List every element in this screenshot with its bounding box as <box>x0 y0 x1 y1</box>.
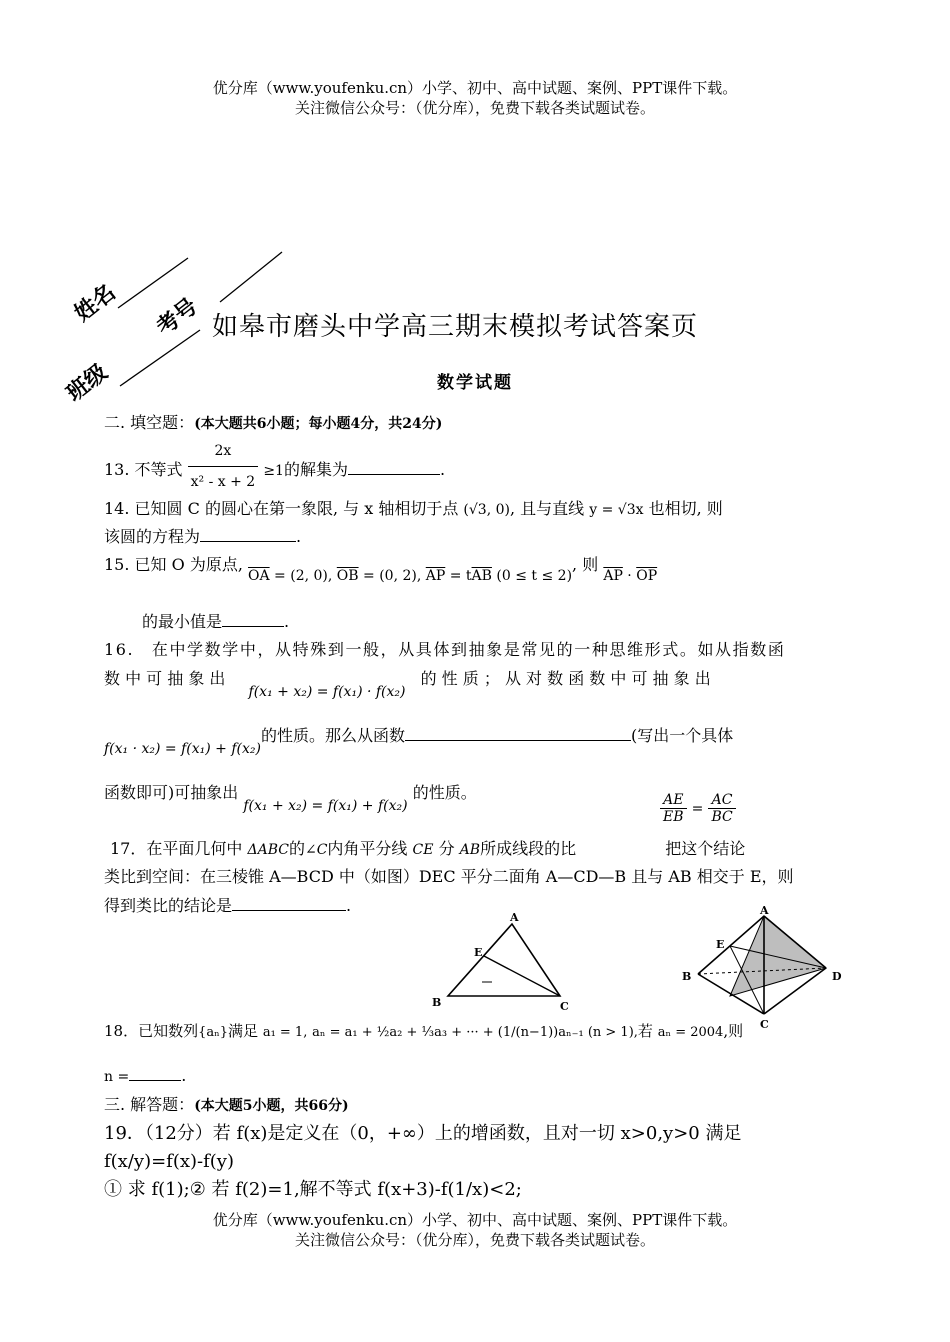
question-19-line-2: f(x/y)=f(x)-f(y) <box>104 1151 234 1172</box>
question-14 <box>104 496 849 523</box>
q18-text-4: ,则 <box>723 1022 744 1040</box>
page-subtitle: 数学试题 <box>437 373 513 393</box>
question-14-cont <box>104 523 849 550</box>
page-title: 如皋市磨头中学高三期末模拟考试答案页 <box>212 312 699 342</box>
q15-range: (0 ≤ t ≤ 2) <box>496 568 573 584</box>
q18-end: . <box>181 1066 187 1085</box>
header-line-1: 优分库（www.youfenku.cn）小学、初中、高中试题、案例、PPT课件下载。 <box>212 79 738 97</box>
q17-line-1f: 把这个结论 <box>665 839 746 858</box>
question-17-line-1 <box>110 836 850 863</box>
q13-end: . <box>439 460 446 479</box>
exam-no-line <box>220 252 282 302</box>
q15-dot-product <box>603 568 657 584</box>
fig2-label-a: A <box>760 906 769 917</box>
question-13 <box>104 440 849 501</box>
q17-line-1e: 所成线段的比 <box>480 839 577 858</box>
q18-line-2: n = <box>104 1069 130 1085</box>
q15-vector-ob: $\overline{OB}$ <box>336 568 359 584</box>
fig2-label-d: D <box>832 970 842 983</box>
q16-line-3b: (写出一个具体 <box>630 726 734 745</box>
q16-line-4a: 函数即可)可抽象出 <box>104 783 239 802</box>
q18-text-2: 满足 <box>228 1022 259 1040</box>
question-18-cont <box>104 1062 849 1090</box>
q17-line-1a: 17．在平面几何中 <box>110 839 243 858</box>
fig2-label-b: B <box>682 970 692 983</box>
q17-figure-tetrahedron <box>676 906 856 1030</box>
q15-ob-value: = (0, 2) <box>358 568 417 584</box>
q15-then: , 则 <box>572 555 599 574</box>
section-3-heading <box>104 1092 849 1119</box>
q13-denominator: x² - x + 2 <box>190 474 256 490</box>
question-15-cont <box>142 608 887 635</box>
q14-text-3: 也相切, 则 <box>648 499 723 518</box>
q17-end: . <box>346 896 352 915</box>
q18-text-3: 若 <box>637 1022 653 1040</box>
q17-answer-blank[interactable] <box>232 892 346 911</box>
q17-ab: AB <box>459 842 481 858</box>
q15-vector-ap: $\overline{AP}$ <box>425 568 446 584</box>
stamp-name: 姓名 <box>70 279 121 327</box>
question-16-line-2 <box>104 666 849 700</box>
q14-end: . <box>296 527 302 546</box>
q16-line-4b: 的性质。 <box>412 783 477 802</box>
q17-figure-triangle <box>420 912 580 1012</box>
q17-ae: AE <box>660 792 687 809</box>
q16-formula-3: f(x₁ + x₂) = f(x₁) + f(x₂) <box>243 798 408 814</box>
q16-formula-1: f(x₁ + x₂) = f(x₁) · f(x₂) <box>248 684 406 700</box>
triangle-abc <box>448 924 560 996</box>
q14-text-1: 14. 已知圆 C 的圆心在第一象限, 与 x 轴相切于点 <box>104 499 459 518</box>
question-16-line-4 <box>104 780 849 814</box>
q18-a1: a₁ = 1, <box>262 1025 308 1040</box>
section-2-heading <box>104 410 849 437</box>
stamp-exam-no: 考号 <box>152 293 203 341</box>
q14-text-4: 该圆的方程为 <box>104 527 201 546</box>
q14-answer-blank[interactable] <box>200 523 296 542</box>
q18-answer-blank[interactable] <box>129 1062 181 1081</box>
q14-point: (√3, 0) <box>463 502 510 518</box>
q17-fraction-1 <box>660 792 687 825</box>
question-16-line-1: 16. 在中学数学中，从特殊到一般，从具体到抽象是常见的一种思维形式。如从指数函 <box>104 640 786 659</box>
q15-dot-op: $\overline{OP}$ <box>636 568 658 584</box>
q13-numerator: 2x <box>188 436 259 467</box>
q15-dot-ap: $\overline{AP}$ <box>603 568 623 584</box>
header-line-2: 关注微信公众号：（优分库），免费下载各类试题试卷。 <box>294 99 655 117</box>
question-18 <box>104 1018 864 1046</box>
q13-answer-blank[interactable] <box>348 456 440 475</box>
q16-line-2b: 的 性 质 ； 从 对 数 函 数 中 可 抽 象 出 <box>420 669 711 688</box>
footer-line-2: 关注微信公众号：（优分库），免费下载各类试题试卷。 <box>294 1231 655 1249</box>
fig1-label-c: C <box>560 1000 569 1012</box>
q17-ce: CE <box>412 842 434 858</box>
q15-end: . <box>284 612 290 631</box>
q17-eb: EB <box>663 809 684 825</box>
question-19-line-3: ① 求 f(1);② 若 f(2)=1,解不等式 f(x+3)-f(1/x)<2; <box>104 1179 522 1200</box>
section-3-info: (本大题5小题，共66分) <box>194 1098 349 1114</box>
q18-recurrence: aₙ = a₁ + ½a₂ + ⅓a₃ + ··· + (1/(n−1))aₙ₋₁ (n > 1), <box>312 1025 638 1040</box>
fig2-label-e: E <box>716 938 725 951</box>
q13-fraction <box>188 436 259 497</box>
q17-line-1b: 的 <box>288 839 305 858</box>
q16-line-2a: 数 中 可 抽 象 出 <box>104 669 226 688</box>
q15-oa-value: = (2, 0) <box>269 568 328 584</box>
q15-ap-value: = t <box>445 568 472 584</box>
q13-relation: ≥1 <box>263 463 284 479</box>
q16-line-3a: 的性质。那么从函数 <box>260 726 405 745</box>
q18-sequence: {aₙ} <box>198 1025 229 1040</box>
q13-prefix: 13. 不等式 <box>104 460 183 479</box>
fig1-label-a: A <box>510 912 519 924</box>
q15-vector-oa: $\overline{OA}$ <box>248 568 270 584</box>
q17-line-1c: 内角平分线 <box>327 839 408 858</box>
fig1-label-e: E <box>474 946 483 959</box>
q18-text-1: 18．已知数列 <box>104 1022 199 1040</box>
q17-triangle: ΔABC <box>247 842 289 858</box>
fig2-label-c: C <box>760 1018 769 1030</box>
q17-ac: AC <box>708 792 735 809</box>
q13-suffix: 的解集为 <box>283 460 348 479</box>
q17-line-1d: 分 <box>438 839 455 858</box>
q15-line-2: 的最小值是 <box>142 612 223 631</box>
q15-text-1: 15. 已知 O 为原点, <box>104 555 243 574</box>
q16-answer-blank[interactable] <box>405 722 631 741</box>
q17-ratio <box>660 792 736 825</box>
stamp-class: 班级 <box>62 359 113 407</box>
q17-line-3: 得到类比的结论是 <box>104 896 233 915</box>
q17-fraction-2 <box>708 792 735 825</box>
q14-text-2: , 且与直线 <box>509 499 585 518</box>
footer-line-1: 优分库（www.youfenku.cn）小学、初中、高中试题、案例、PPT课件下载。 <box>212 1211 738 1229</box>
question-16-line-3 <box>104 722 849 757</box>
q18-condition: aₙ = 2004 <box>657 1025 724 1040</box>
question-15 <box>104 552 849 584</box>
q16-formula-2: f(x₁ · x₂) = f(x₁) + f(x₂) <box>104 741 261 757</box>
q15-answer-blank[interactable] <box>222 608 284 627</box>
q17-bc: BC <box>711 809 733 825</box>
q17-angle: ∠C <box>304 842 328 858</box>
q17-equals: = <box>691 801 704 817</box>
question-19-line-1: 19．（12分）若 f(x)是定义在（0，+∞）上的增函数，且对一切 x>0,y>0 满足 <box>104 1123 742 1144</box>
q15-vector-ab: $\overline{AB}$ <box>471 568 492 584</box>
section-3-label: 三. 解答题： <box>104 1095 195 1114</box>
bisector-ce <box>484 956 560 996</box>
q15-dot-symbol: · <box>622 568 637 584</box>
section-2-label: 二. 填空题： <box>104 413 195 432</box>
fig1-label-b: B <box>432 996 442 1009</box>
question-17-line-2: 类比到空间：在三棱锥 A—BCD 中（如图）DEC 平分二面角 A—CD—B 且与 AB 相交于 E，则 <box>104 867 794 886</box>
q15-vectors: $\overline{OA} = (2$, 0), $\overline{OB} = (0$, 2), $\overline{AP} = t\overline{AB}$ (0 ≤ t ≤ 2) <box>248 568 573 584</box>
section-2-info: (本大题共6小题；每小题4分，共24分) <box>194 416 443 432</box>
q14-line-equation: y = √3x <box>589 502 644 518</box>
